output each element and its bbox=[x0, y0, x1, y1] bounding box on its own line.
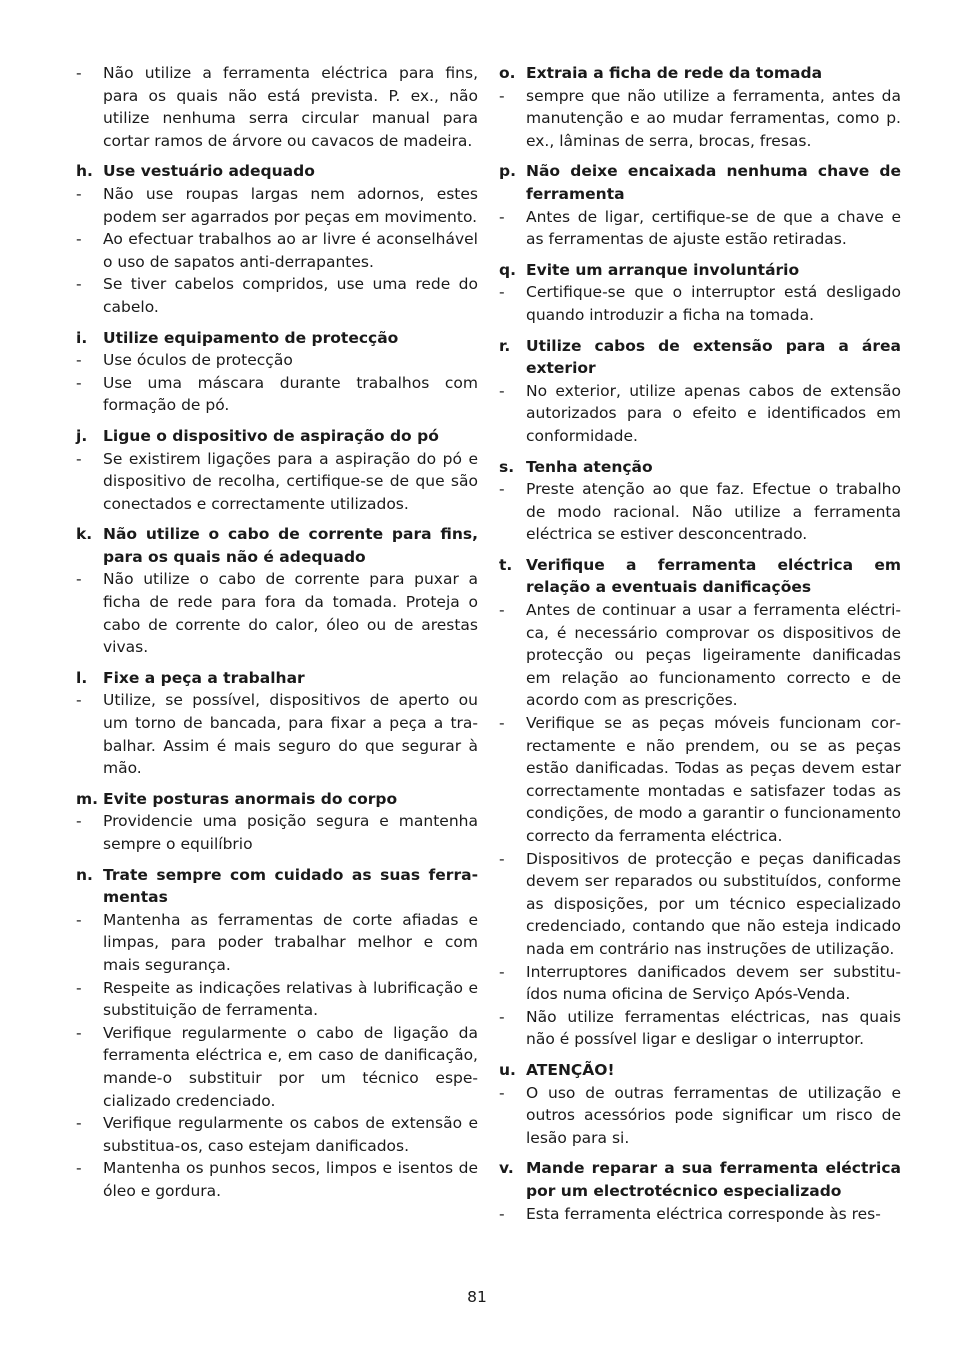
section bbox=[499, 335, 901, 448]
list-item-text: O uso de outras ferramentas de utilização e outros acessórios pode significar um risco de lesão para si. bbox=[526, 1083, 901, 1147]
bullet-dash: - bbox=[499, 962, 505, 981]
section-heading bbox=[76, 425, 478, 448]
bullet-dash: - bbox=[499, 207, 505, 226]
list-item-text: Dispositivos de protecção e peças danificadas devem ser reparados ou substituídos, conforme as disposições, por um técnico especializado credenciado, contando que não esteja indicado nada em contrário nas instruções de utilização. bbox=[526, 849, 901, 958]
section-title: Extraia a ficha de rede da tomada bbox=[526, 64, 823, 82]
list-item-text: Verifique se as peças móveis funcionam correctamente e não prendem, ou se as peças estão danificadas. Todas as peças devem estar correctamente montadas e satisfazer todas as condições, de modo a garantir o funcionamento correcto da ferramenta eléctrica. bbox=[526, 714, 901, 845]
section-letter: q. bbox=[499, 260, 516, 279]
section-letter: k. bbox=[76, 525, 93, 544]
bullet-dash: - bbox=[76, 373, 82, 392]
list-item bbox=[76, 689, 478, 779]
bullet-dash: - bbox=[76, 1114, 82, 1133]
section-heading bbox=[76, 160, 478, 183]
list-item bbox=[499, 206, 901, 251]
section-heading bbox=[499, 62, 901, 85]
section bbox=[76, 864, 478, 1203]
list-item bbox=[499, 599, 901, 712]
section-heading bbox=[499, 335, 901, 380]
list-item bbox=[499, 712, 901, 848]
list-item bbox=[76, 568, 478, 658]
page-number: 81 bbox=[467, 1288, 487, 1306]
section-title: Não utilize o cabo de corrente para fins, para os quais não é adequado bbox=[103, 525, 478, 566]
section-letter: n. bbox=[76, 865, 93, 884]
section-title: Use vestuário adequado bbox=[103, 162, 315, 181]
bullet-dash: - bbox=[76, 910, 82, 929]
bullet-dash: - bbox=[499, 480, 505, 499]
bullet-dash: - bbox=[76, 275, 82, 294]
list-item-text: Não utilize o cabo de corrente para puxar a ficha de rede para fora da tomada. Proteja o cabo de corrente do calor, óleo ou de arestas vivas. bbox=[103, 570, 478, 657]
list-item-text: Antes de continuar a usar a ferramenta eléctrica, é necessário comprovar os dispositivos de protecção ou peças ligeiramente danificadas em relação ao funcionamento correcto e de acordo com as prescrições. bbox=[526, 601, 901, 710]
section-heading bbox=[499, 1157, 901, 1202]
list-item-text: sempre que não utilize a ferramenta, antes da manutenção e ao mudar ferramentas, como p. ex., lâminas de serra, brocas, fresas. bbox=[526, 86, 901, 150]
list-item bbox=[499, 848, 901, 961]
list-item bbox=[499, 1203, 901, 1226]
section-title: Trate sempre com cuidado as suas ferramentas bbox=[103, 865, 478, 907]
section-heading bbox=[76, 327, 478, 350]
list-item bbox=[499, 1006, 901, 1051]
section-letter: p. bbox=[499, 162, 516, 181]
list-item-text: Ao efectuar trabalhos ao ar livre é aconselhável o uso de sapatos anti-derrapantes. bbox=[103, 230, 478, 271]
list-item-text: Use uma máscara durante trabalhos com formação de pó. bbox=[103, 373, 478, 415]
section-title: Verifique a ferramenta eléctrica em relação a eventuais danificações bbox=[526, 555, 901, 597]
section-letter: t. bbox=[499, 555, 513, 574]
section-title: Ligue o dispositivo de aspiração do pó bbox=[103, 426, 439, 445]
list-item-text: Interruptores danificados devem ser substituídos numa oficina de Serviço Após-Venda. bbox=[526, 962, 901, 1004]
list-item-text: Certifique-se que o interruptor está desligado quando introduzir a ficha na tomada. bbox=[526, 283, 901, 324]
section-heading bbox=[499, 160, 901, 205]
bullet-dash: - bbox=[499, 381, 505, 400]
bullet-dash: - bbox=[76, 570, 82, 589]
list-item bbox=[76, 1112, 478, 1157]
list-item bbox=[76, 62, 478, 152]
bullet-dash: - bbox=[499, 1083, 505, 1102]
section bbox=[76, 62, 478, 152]
section-heading bbox=[76, 667, 478, 690]
section-letter: m. bbox=[76, 789, 99, 808]
section bbox=[499, 62, 901, 152]
section bbox=[499, 1157, 901, 1225]
list-item-text: Não utilize a ferramenta eléctrica para fins, para os quais não está prevista. P. ex., não utilize nenhuma serra circular manual para cortar ramos de árvore ou cavacos de madeira. bbox=[103, 64, 478, 150]
bullet-dash: - bbox=[499, 714, 505, 733]
list-item bbox=[499, 1082, 901, 1150]
list-item bbox=[76, 273, 478, 318]
section bbox=[76, 425, 478, 515]
list-item bbox=[499, 961, 901, 1006]
bullet-dash: - bbox=[499, 86, 505, 105]
section bbox=[76, 788, 478, 856]
section-title: Fixe a peça a trabalhar bbox=[103, 668, 305, 687]
bullet-dash: - bbox=[76, 978, 82, 997]
list-item bbox=[76, 1022, 478, 1112]
section-title: Evite um arranque involuntário bbox=[526, 260, 800, 279]
bullet-dash: - bbox=[76, 812, 82, 831]
list-item bbox=[76, 909, 478, 977]
list-item-text: Não use roupas largas nem adornos, estes podem ser agarrados por peças em movimento. bbox=[103, 184, 478, 226]
section bbox=[499, 1059, 901, 1149]
bullet-dash: - bbox=[499, 601, 505, 620]
list-item bbox=[499, 281, 901, 326]
list-item bbox=[76, 372, 478, 417]
bullet-dash: - bbox=[76, 1159, 82, 1178]
list-item bbox=[499, 478, 901, 546]
section bbox=[76, 160, 478, 318]
bullet-dash: - bbox=[499, 283, 505, 302]
list-item bbox=[76, 349, 478, 372]
list-item-text: Verifique regularmente o cabo de ligação da ferramenta eléctrica e, em caso de danificação, mande-o substituir por um técnico especializado credenciado. bbox=[103, 1023, 478, 1110]
bullet-dash: - bbox=[499, 1007, 505, 1026]
section-letter: j. bbox=[76, 426, 88, 445]
section-heading bbox=[76, 788, 478, 811]
list-item-text: Se tiver cabelos compridos, use uma rede do cabelo. bbox=[103, 275, 478, 316]
right-column bbox=[499, 62, 901, 1233]
list-item-text: Esta ferramenta eléctrica corresponde às res- bbox=[526, 1204, 881, 1223]
section-title: Utilize equipamento de protecção bbox=[103, 328, 399, 347]
list-item-text: Não utilize ferramentas eléctricas, nas quais não é possível ligar e desligar o interruptor. bbox=[526, 1007, 901, 1049]
list-item-text: Respeite as indicações relativas à lubrificação e substituição de ferramenta. bbox=[103, 978, 478, 1020]
section-heading bbox=[499, 259, 901, 282]
section-letter: i. bbox=[76, 328, 88, 347]
list-item-text: Verifique regularmente os cabos de extensão e substitua-os, caso estejam danificados. bbox=[103, 1114, 478, 1155]
list-item-text: Se existirem ligações para a aspiração do pó e dispositivo de recolha, certifique-se de que são conectados e correctamente utilizados. bbox=[103, 449, 478, 513]
section-heading bbox=[76, 864, 478, 909]
section-letter: l. bbox=[76, 668, 88, 687]
bullet-dash: - bbox=[499, 1204, 505, 1223]
bullet-dash: - bbox=[76, 691, 82, 710]
list-item-text: Use óculos de protecção bbox=[103, 351, 293, 370]
bullet-dash: - bbox=[76, 184, 82, 203]
bullet-dash: - bbox=[76, 64, 82, 82]
section-title: Evite posturas anormais do corpo bbox=[103, 789, 398, 808]
list-item-text: Providencie uma posição segura e mantenha sempre o equilíbrio bbox=[103, 812, 478, 853]
section-title: Mande reparar a sua ferramenta eléctrica por um electrotécnico especializado bbox=[526, 1159, 901, 1200]
list-item-text: Preste atenção ao que faz. Efectue o trabalho de modo racional. Não utilize a ferramenta eléctrica se estiver desconcentrado. bbox=[526, 480, 901, 544]
section-heading bbox=[499, 456, 901, 479]
bullet-dash: - bbox=[76, 351, 82, 370]
section-letter: v. bbox=[499, 1159, 514, 1178]
section bbox=[76, 523, 478, 659]
list-item-text: Antes de ligar, certifique-se de que a chave e as ferramentas de ajuste estão retiradas. bbox=[526, 207, 901, 249]
section-title: Utilize cabos de extensão para a área exterior bbox=[526, 336, 901, 378]
section-letter: s. bbox=[499, 457, 515, 476]
section-title: Tenha atenção bbox=[526, 457, 653, 476]
section-title: Não deixe encaixada nenhuma chave de ferramenta bbox=[526, 162, 901, 203]
left-column bbox=[76, 62, 478, 1211]
list-item-text: Utilize, se possível, dispositivos de aperto ou um torno de bancada, para fixar a peça a trabalhar. Assim é mais seguro do que segurar à mão. bbox=[103, 691, 478, 778]
section-letter: o. bbox=[499, 64, 516, 82]
list-item-text: Mantenha os punhos secos, limpos e isentos de óleo e gordura. bbox=[103, 1159, 478, 1200]
section-heading bbox=[76, 523, 478, 568]
list-item bbox=[76, 977, 478, 1022]
section bbox=[76, 667, 478, 780]
list-item bbox=[499, 380, 901, 448]
section-title: ATENÇÃO! bbox=[526, 1060, 615, 1079]
section bbox=[499, 456, 901, 546]
section bbox=[499, 160, 901, 250]
list-item bbox=[499, 85, 901, 153]
section-letter: u. bbox=[499, 1060, 516, 1079]
section-letter: h. bbox=[76, 162, 93, 181]
section bbox=[76, 327, 478, 417]
section bbox=[499, 259, 901, 327]
list-item bbox=[76, 810, 478, 855]
bullet-dash: - bbox=[76, 230, 82, 249]
section-letter: r. bbox=[499, 336, 511, 355]
section bbox=[499, 554, 901, 1051]
list-item bbox=[76, 448, 478, 516]
bullet-dash: - bbox=[76, 449, 82, 468]
list-item bbox=[76, 183, 478, 228]
bullet-dash: - bbox=[499, 849, 505, 868]
list-item bbox=[76, 1157, 478, 1202]
list-item-text: Mantenha as ferramentas de corte afiadas e limpas, para poder trabalhar melhor e com mais segurança. bbox=[103, 910, 478, 974]
bullet-dash: - bbox=[76, 1023, 82, 1042]
section-heading bbox=[499, 554, 901, 599]
section-heading bbox=[499, 1059, 901, 1082]
list-item bbox=[76, 228, 478, 273]
list-item-text: No exterior, utilize apenas cabos de extensão autorizados para o efeito e identificados em conformidade. bbox=[526, 381, 901, 445]
